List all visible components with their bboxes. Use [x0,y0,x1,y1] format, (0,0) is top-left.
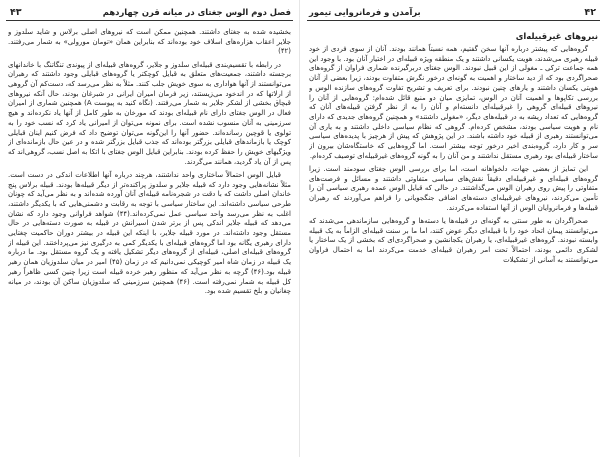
page-number: ۴۲ [584,7,596,18]
paragraph: بخشیده شده به جغتای داشتند. همچنین ممکن است که نیروهای اصلی برلاس و شاید سلدوز و جلایر اعقاب هزاره‌های اسلاف خود بوده‌اند که بنابراین همان «تومان مورولی» به شمار می‌رفتند.(۴۲) [8,28,291,56]
left-page [6,0,293,457]
section-heading: نیروهای غیرقبیله‌ای [515,31,598,41]
paragraph: در رابطه با تقسیم‌بندی قبیله‌ای سلدوز و جلایر، گروه‌های قبیله‌ای از پیوندی تنگاتنگ با خاندانهای برجسته داشتند، جمعیت‌های متعلق به قبایل کوچکتر یا گروه‌های قبایلی وجود داشتند که رهبران می‌توانستند از آنها هواداری به سوی خویش جلب کنند. مثلاً به نظر می‌رسد که، دست‌کم آن گروهی از ارلاتها که در اندخود می‌زیستند، زیر فرمان امیران ایرانی در شبرغان بودند، حال آنکه نیروهای قبچاق بخشی از لشکر جلایر به شمار می‌رفتند. (نگاه کنید به پیوست A) همچنین شماری از امیران فعال در الوس جغتای دارای نام قبیله‌ای بودند که مورخان به طور کامل از آنها یاد نکرده‌اند و هیچ سرزمینی به آنان منسوب نشده است. برای نمونه می‌توان از امیرانی یاد کرد که نسب خود را به تولوی یا قوچین رسانده‌اند. حضور آنها را این‌گونه می‌توان توضیح داد که فرض کنیم اینان قبایلی کوچک یا بازماندهای قبایلی بزرگتر بوده‌اند که جذب قبایل بزرگتر شده و در عین حال بازمانده‌ای از ویژگیهای خویش را حفظ کرده بودند. بنابراین قبایل الوس جغتای با اتکا به اصل نسب، گروهی‌اند که پس از آن یاد گردید، همانند می‌گردند. [8,60,291,166]
paragraph: صحراگردان به طور سنتی به گونه‌ای در قبیله‌ها یا دسته‌ها و گروه‌هایی سازماندهی می‌شدند که می‌توانستند پیمان اتحاد خود را با قبیله‌ای دیگر عوض کنند، اما ما بر سنت قبیله‌ای الزاماً به یک قبیله وابسته نبودند. گروه‌های غیرقبیله‌ای، یا رهبران یکجانشین و صحراگردی‌ای که بخشی از یک ساختار یا لشکری دائمی بودند، احتمالاً تحت امر رهبران قبیله‌ای خدمت می‌کردند اما به احتمال فراوان می‌توانستند به آسانی از تشکیلات [309,216,598,264]
right-page-body [309,28,598,453]
right-page [307,0,600,457]
running-head: فصل دوم الوس جغتای در میانه قرن چهاردهم [102,7,291,17]
page-number: ۴۳ [10,7,22,18]
running-head: برآمدن و فرمانروایی تیمور [309,7,421,17]
paragraph: قبایل الوس احتمالاً ساختاری واحد نداشتند، هرچند درباره آنها اطلاعات اندکی در دست است. مثلاً نشانه‌هایی وجود دارد که قبیله جلایر و سلدوز پراکنده‌تر از دیگر قبیله‌ها بودند. قبیله برلاس پنج خاندان اصلی داشت که با دقت در شجره‌نامه قبیله‌ای آنان آورده شده‌اند و به نظر می‌آید که چونان طرحی سیاسی داشته‌اند. این ساختار سیاسی با توجه به رقابت و دشمنی‌هایی که با یکدیگر داشتند، اغلب به نظر می‌رسد واحد سیاسی عمل نمی‌کرده‌اند.(۴۴) شواهد فراوانی وجود دارد که نشان می‌دهد که قبیله جلایر اندکی پس از برتر شدن اسیرانش در قبیله به صورت دسته‌هایی در حال مستقل وجود داشته‌اند. در مورد قبیله جلایر، با اینکه این قبیله در بیشتر دوران حاکمیت چغتایی دارای رهبری یگانه بود اما گروه‌های قبیله‌ای با یکدیگر کمی به درگیری نیز می‌پرداختند. این قبیله از گروه‌های قبیله‌ای اصلی، قبیله‌ای از گروه‌های دیگر تشکیل یافته و یک گروه مستقل بود. ما درباره یک قبیله در زمان شاه امیر کوچیکی نمی‌دانیم که در زمان (۴۵) امیر در میان سلدوزیان همان رهبر قبیله بود.(۴۶) گرچه به نظر می‌آید که منظور رهبر خرده قبیله است زیرا چنین کسی ظاهراً رهبر کل قبیله به شمار نمی‌رفته است. (۴۶) همچنین سرزمینی که سلدوزیان ساکن آن بودند، در میانه چغانیان و بلخ تقسیم شده بود. [8,170,291,296]
left-page-header [6,6,293,21]
right-page-header [307,6,600,21]
book-gutter [299,0,300,457]
paragraph: این تمایز از بعضی جهات، دلخواهانه است، اما برای بررسی الوس جغتای سودمند است. زیرا گروه‌های قبیله‌ای و غیرقبیله‌ای دقیقاً نقش‌های سیاسی متفاوتی داشتند و مسائل و فرصت‌های متفاوتی را پیش روی رهبران الوس می‌گذاشتند. در حالی که قبایل الوس عمده رهبری سیاسی آن را تأمین می‌کردند، نیروهای غیرقبیله‌ای دسته‌های اضافی جنگجویانی را فراهم می‌آوردند که رهبران قبیله‌ها و فرمانروایان الوس از آنها استفاده می‌کردند. [309,164,598,212]
left-page-body [8,28,291,453]
paragraph: گروه‌هایی که پیشتر درباره آنها سخن گفتیم، همه نسبتاً همانند بودند. آنان از سوی فردی از خود قبیله رهبری می‌شدند، هویت یکسانی داشتند و یک منطقه ویژه قبیله‌ای در اختیار آنان بود. با وجود این همه جماعت ترکی ـ مغولی از این قبیل نبودند. الوس جغتای دربرگیرنده شماری فراوان از گروه‌های صحراگردی بود که از دید ساختار و اهمیت به گونه‌ای درخور نگرش متفاوت بودند، زیرا بعضی از آنان هویتی یکسان داشتند و یارهای چنین نبودند. برای تعریف و تشریح تفاوت گروه‌های سازنده الوس و بررسی تکاپوها و اهمیت آنان در الوس، تمایزی میان دو منبع قائل شده‌ام: گروه‌هایی از آنان را نیروهای قبیله‌ای گروهی را غیرقبیله‌ای دانسته‌ام و آنان را به از نظر گرفتن قبیله‌های آنان که گروه‌هایی که تعداد ریشه به در قبیله‌های دیگر، «مغولی داشتند» و همچنین گروه‌های جدیدی که دارای نام و هویت سیاسی بودند، مشخص کرده‌ام. گروهی که نظام سیاسی داخلی داشتند و به یاری آن می‌توانستند رهبری از قبیله خود داشته باشند. در این پژوهش که پیش از هرچیز با پدیده‌های سیاسی سر و کار دارد، گروه‌بندی اخیر درخور توجه بیشتر است. اما گروه‌هایی که خاستگاه‌شان بیرون از ساختار قبیله‌ای بود رهبری مستقل نداشتند و من آنان را به گونه گروه‌های غیرقبیله‌ای توصیف کرده‌ام. [309,45,598,160]
